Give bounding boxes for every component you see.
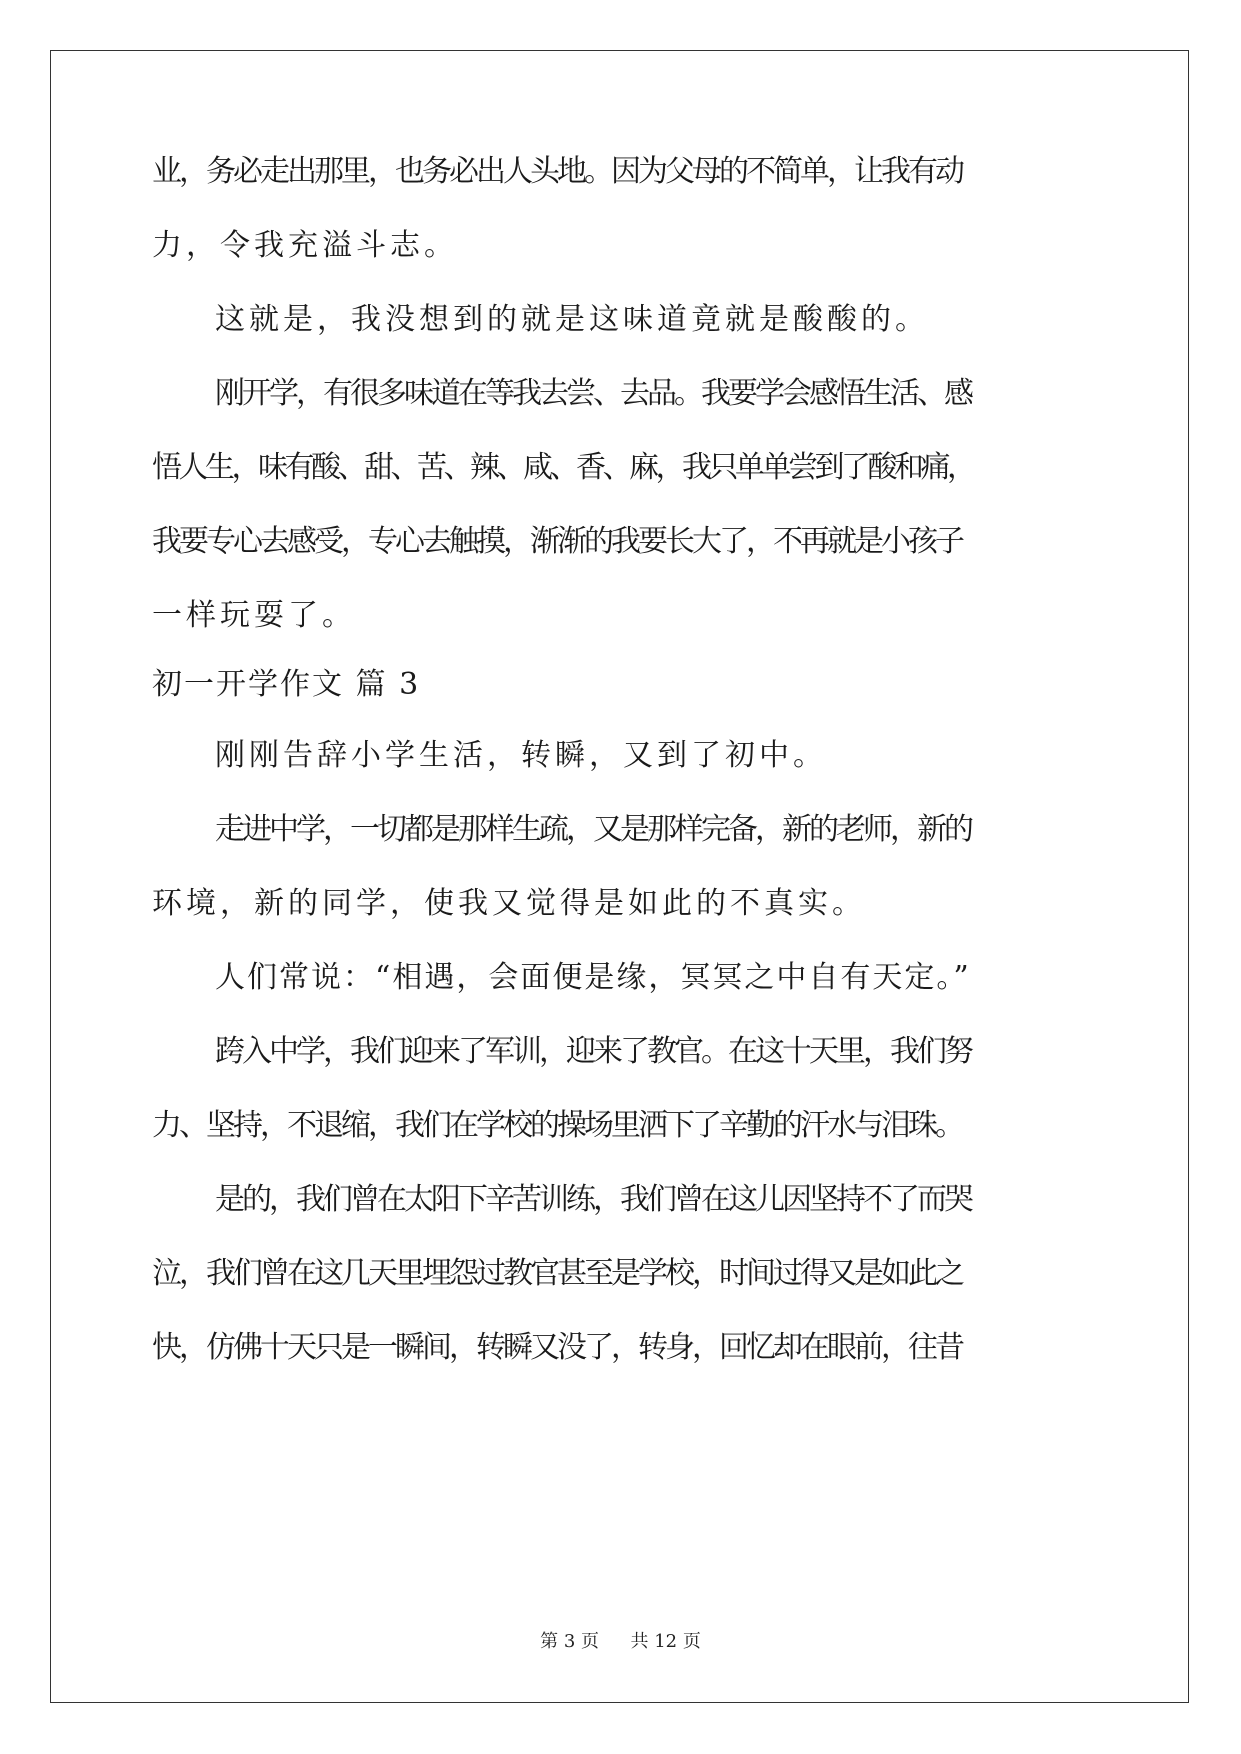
paragraph-line: 力、坚持，不退缩，我们在学校的操场里洒下了辛勤的汗水与泪珠。 — [152, 1108, 962, 1143]
page-border — [50, 50, 1189, 1703]
section-heading: 初一开学作文 篇 3 — [152, 667, 421, 702]
paragraph-line: 环境，新的同学，使我又觉得是如此的不真实。 — [152, 886, 866, 921]
page-number: 第 3 页 — [540, 1631, 600, 1652]
paragraph-line: 是的，我们曾在太阳下辛苦训练，我们曾在这儿因坚持不了而哭 — [215, 1182, 971, 1217]
paragraph-line: 业，务必走出那里，也务必出人头地。因为父母的不简单，让我有动 — [152, 154, 962, 189]
paragraph-line: 跨入中学，我们迎来了军训，迎来了教官。在这十天里，我们努 — [215, 1034, 971, 1069]
paragraph-line: 走进中学，一切都是那样生疏，又是那样完备，新的老师，新的 — [215, 812, 971, 847]
paragraph-line: 泣，我们曾在这几天里埋怨过教官甚至是学校，时间过得又是如此之 — [152, 1256, 962, 1291]
paragraph-line: 刚刚告辞小学生活，转瞬，又到了初中。 — [215, 738, 827, 773]
paragraph-line: 一样玩耍了。 — [152, 598, 356, 633]
page-total: 共 12 页 — [630, 1631, 701, 1652]
paragraph-line: 刚开学，有很多味道在等我去尝、去品。我要学会感悟生活、感 — [215, 376, 971, 411]
paragraph-line: 这就是，我没想到的就是这味道竟就是酸酸的。 — [215, 302, 929, 337]
paragraph-line: 悟人生，味有酸、甜、苦、辣、咸、香、麻，我只单单尝到了酸和痛， — [152, 450, 974, 485]
paragraph-line: 快，仿佛十天只是一瞬间，转瞬又没了，转身，回忆却在眼前，往昔 — [152, 1330, 962, 1365]
paragraph-line: 人们常说：“相遇，会面便是缘，冥冥之中自有天定。” — [215, 960, 971, 995]
page-footer — [0, 1630, 1241, 1654]
paragraph-line: 力，令我充溢斗志。 — [152, 228, 458, 263]
paragraph-line: 我要专心去感受，专心去触摸，渐渐的我要长大了，不再就是小孩子 — [152, 524, 962, 559]
